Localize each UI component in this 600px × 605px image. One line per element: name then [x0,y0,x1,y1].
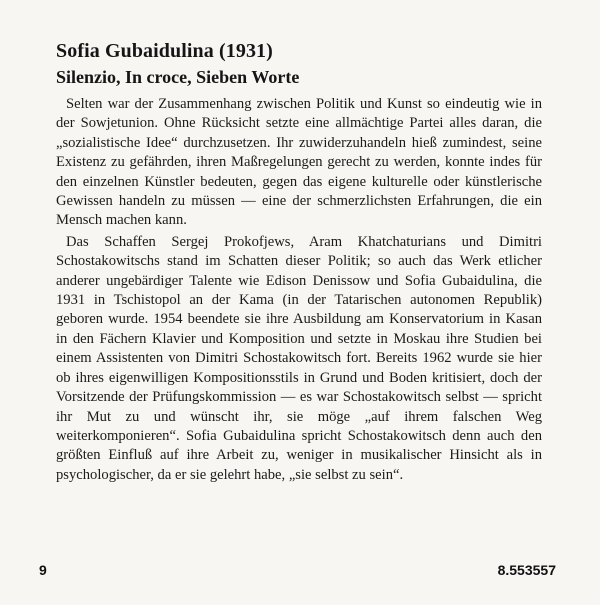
page-number: 9 [39,562,47,578]
body-text [56,95,542,487]
page-subtitle: Silenzio, In croce, Sieben Worte [56,67,300,87]
paragraph-1: Selten war der Zusammenhang zwischen Politik und Kunst so eindeutig wie in der Sowjetunion. Ohne Rücksicht setzte eine allmächtige Partei alles daran, die „sozialistische Idee“ durchzusetzen. Ihr zuwiderzuhandeln hieß zumindest, seine Existenz zu gefährden, ihren Maßregelungen gerecht zu werden, konnte indes für den einzelnen Künstler bedeuten, gegen das eigene kulturelle oder künstlerische Gewissen handeln zu müssen — eine der schmerzlichsten Erfahrungen, die ein Mensch machen kann. [56,96,542,229]
page-title: Sofia Gubaidulina (1931) [56,40,273,62]
paragraph-2: Das Schaffen Sergej Prokofjews, Aram Khatchaturians und Dimitri Schostakowitschs stand im Schatten dieser Politik; so auch das Werk etlicher anderer ungebärdiger Talente wie Edison Denissow und Sofia Gubaidulina, die 1931 in Tschistopol an der Kama (in der Tatarischen autonomen Republik) geboren wurde. 1954 beendete sie ihre Ausbildung am Konservatorium in Kasan in den Fächern Klavier und Komposition und setzte in Moskau ihre Studien bei einem Assistenten von Dimitri Schostakowitsch fort. Bereits 1962 wurde sie hier ob ihres eigenwilligen Kompositionsstils in Grund und Boden kritisiert, doch der Vorsitzende der Prüfungskommission — es war Schostakowitsch selbst — spricht ihr Mut zu und wünscht ihr, sie möge „auf ihrem falschen Weg weiterkomponieren“. Sofia Gubaidulina spricht Schostakowitsch denn auch den größten Einfluß auf ihre Arbeit zu, weniger in musikalischer Hinsicht als in psychologischer, da er sie gelehrt habe, „sie selbst zu sein“. [56,233,542,483]
catalog-number: 8.553557 [497,562,556,578]
